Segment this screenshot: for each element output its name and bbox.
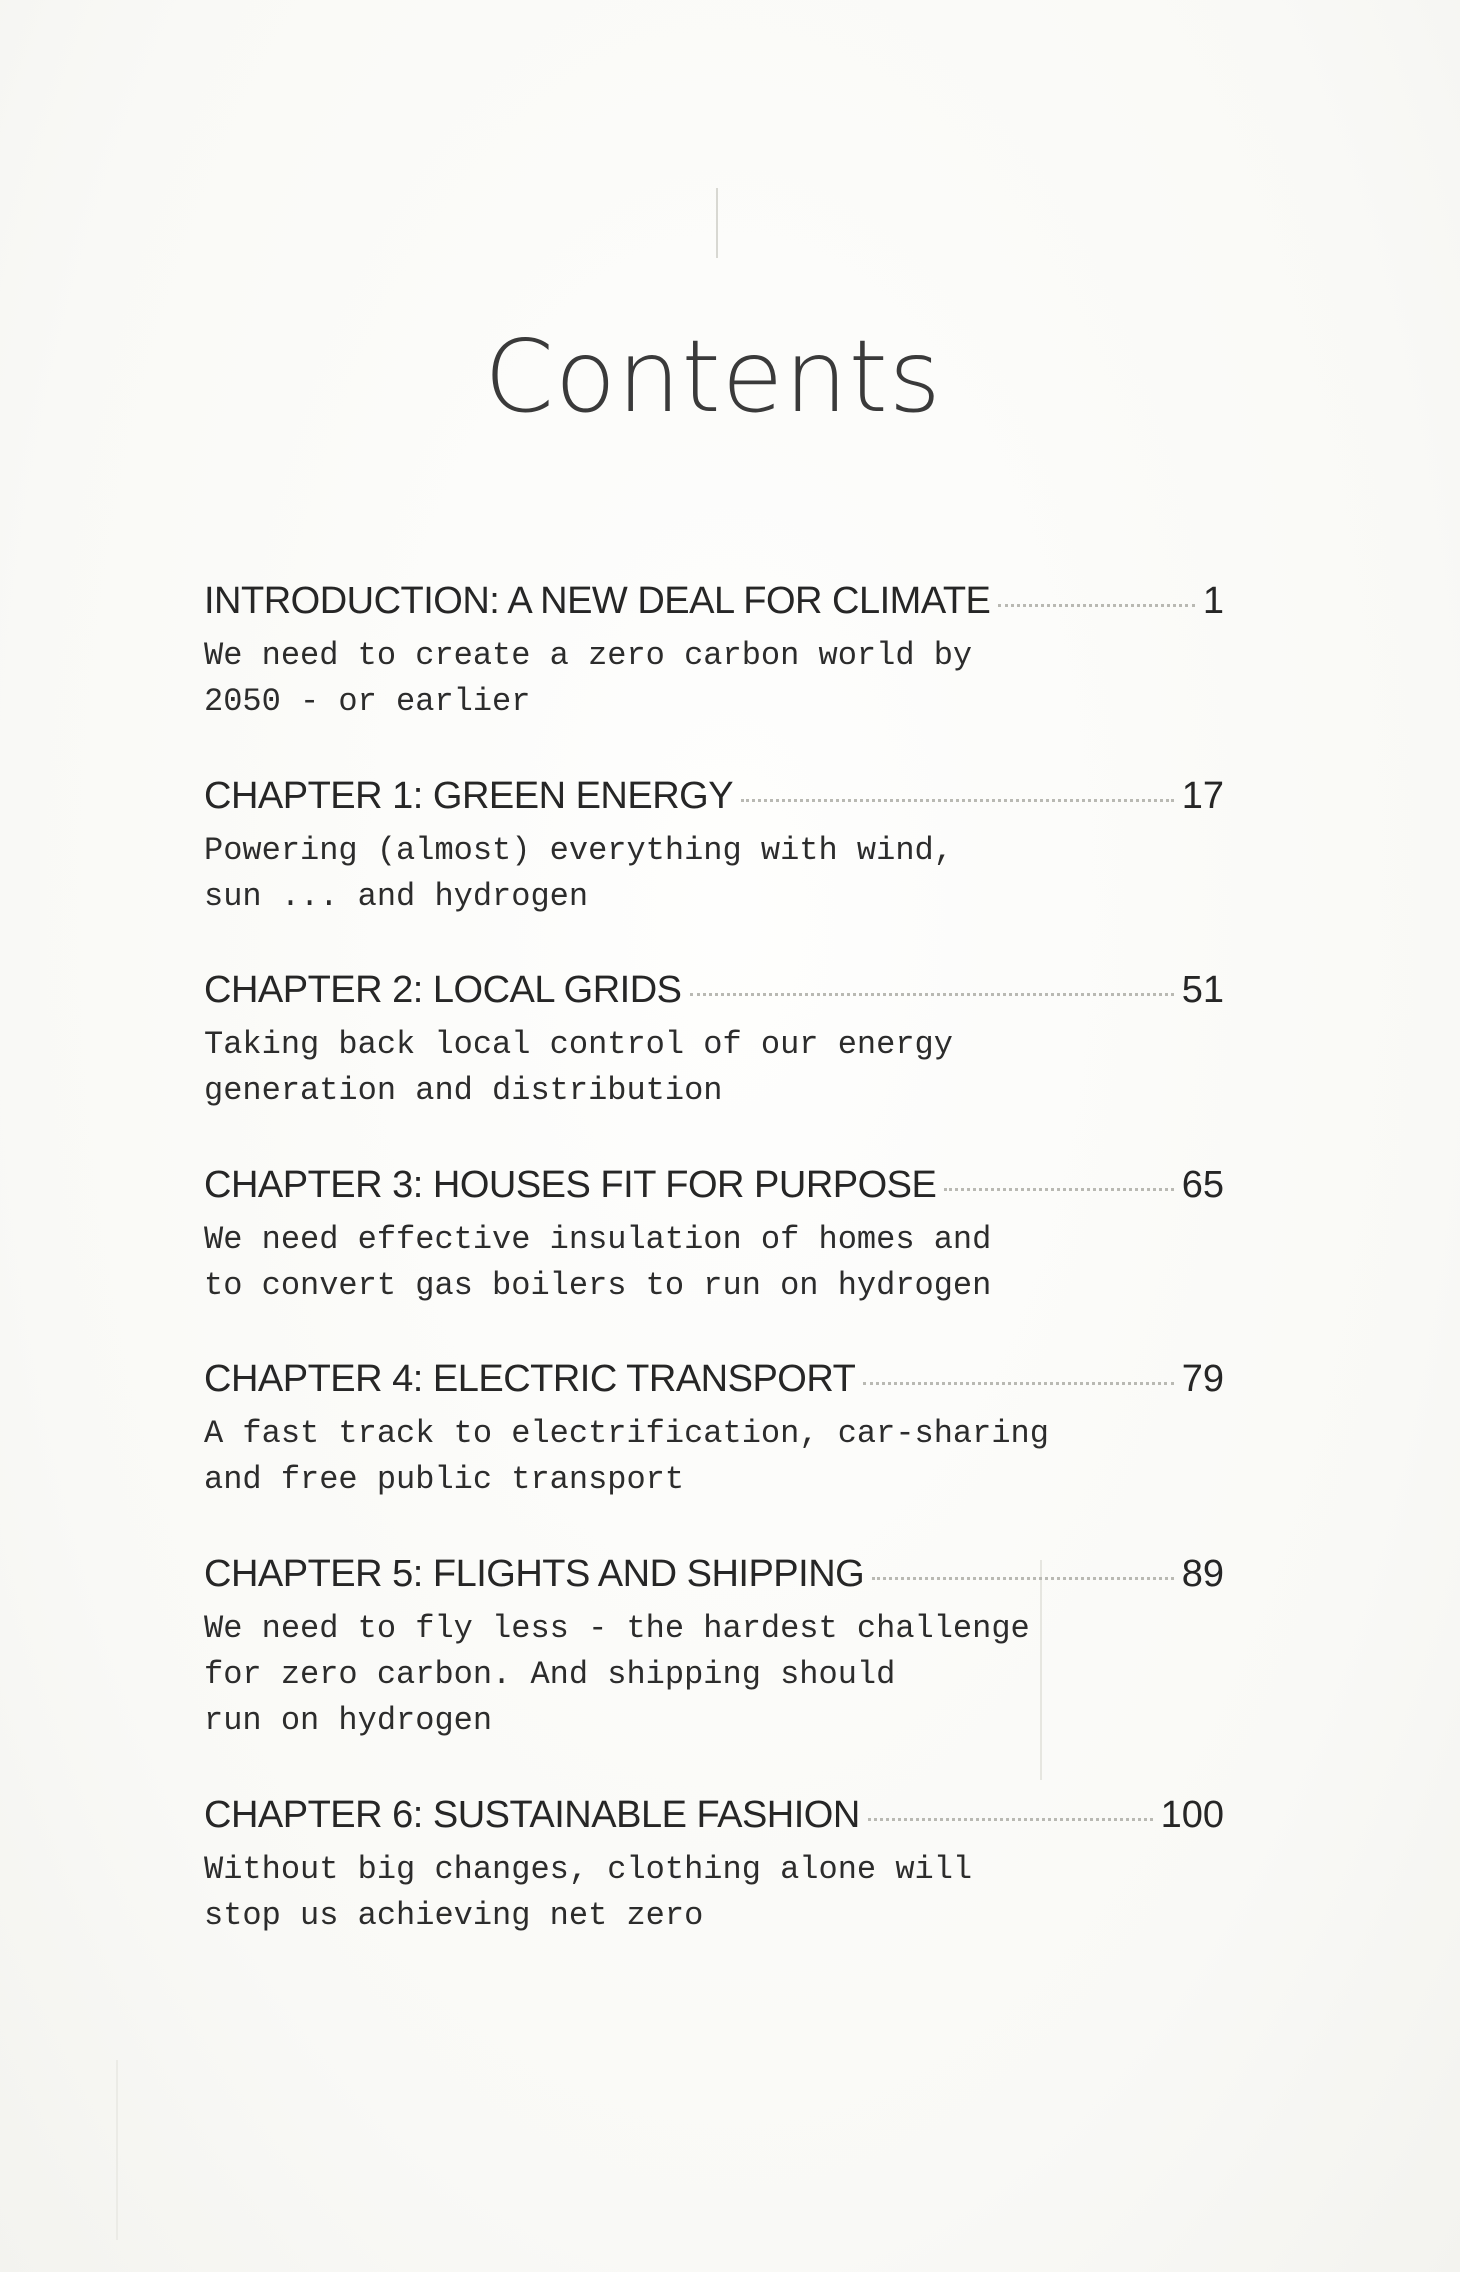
toc-heading: CHAPTER 1: GREEN ENERGY	[204, 775, 734, 817]
toc-heading: CHAPTER 4: ELECTRIC TRANSPORT	[204, 1358, 856, 1400]
toc-page-number: 51	[1181, 969, 1224, 1011]
toc-entry-chapter-5	[204, 1553, 1224, 1744]
toc-heading: CHAPTER 6: SUSTAINABLE FASHION	[204, 1794, 860, 1836]
dot-leader	[868, 1817, 1153, 1821]
scan-artifact-mark	[716, 188, 718, 258]
toc-entry-chapter-1	[204, 775, 1224, 920]
dot-leader	[690, 992, 1174, 996]
description-line: Powering (almost) everything with wind,	[204, 832, 953, 869]
toc-entry-introduction	[204, 580, 1224, 725]
toc-heading-row	[204, 775, 1224, 818]
toc-description	[204, 1606, 1124, 1744]
page-title: Contents	[484, 318, 942, 435]
toc-description	[204, 1217, 1124, 1309]
dot-leader	[863, 1381, 1173, 1385]
toc-description	[204, 828, 1124, 920]
toc-entry-chapter-6	[204, 1794, 1224, 1939]
toc-heading: CHAPTER 3: HOUSES FIT FOR PURPOSE	[204, 1164, 937, 1206]
toc-description	[204, 1411, 1124, 1503]
description-line: run on hydrogen	[204, 1702, 493, 1739]
toc-heading-row	[204, 1794, 1224, 1837]
toc-heading: CHAPTER 2: LOCAL GRIDS	[204, 969, 682, 1011]
description-line: to convert gas boilers to run on hydrogen	[204, 1267, 992, 1304]
toc-page-number: 100	[1160, 1794, 1224, 1836]
toc-heading-row	[204, 580, 1224, 623]
toc-heading-row	[204, 1553, 1224, 1596]
description-line: We need effective insulation of homes and	[204, 1221, 992, 1258]
toc-page-number: 65	[1181, 1164, 1224, 1206]
description-line: We need to create a zero carbon world by	[204, 637, 973, 674]
toc-heading: CHAPTER 5: FLIGHTS AND SHIPPING	[204, 1553, 865, 1595]
description-line: Taking back local control of our energy	[204, 1026, 953, 1063]
description-line: 2050 - or earlier	[204, 683, 531, 720]
description-line: Without big changes, clothing alone will	[204, 1851, 973, 1888]
toc-page-number: 89	[1181, 1553, 1224, 1595]
description-line: A fast track to electrification, car-sharing	[204, 1415, 1049, 1452]
toc-description	[204, 1847, 1124, 1939]
description-line: and free public transport	[204, 1461, 685, 1498]
description-line: sun ... and hydrogen	[204, 878, 589, 915]
description-line: stop us achieving net zero	[204, 1897, 704, 1934]
scan-artifact-mark	[116, 2060, 118, 2240]
toc-entry-chapter-3	[204, 1164, 1224, 1309]
dot-leader	[872, 1576, 1174, 1580]
toc-entry-chapter-2	[204, 969, 1224, 1114]
dot-leader	[944, 1187, 1173, 1191]
toc-page-number: 79	[1181, 1358, 1224, 1400]
toc-heading-row	[204, 1164, 1224, 1207]
toc-page-number: 17	[1181, 775, 1224, 817]
toc-description	[204, 633, 1124, 725]
description-line: generation and distribution	[204, 1072, 723, 1109]
toc-heading-row	[204, 1358, 1224, 1401]
toc-page-number: 1	[1202, 580, 1224, 622]
description-line: We need to fly less - the hardest challenge	[204, 1610, 1030, 1647]
toc-entry-chapter-4	[204, 1358, 1224, 1503]
dot-leader	[741, 798, 1174, 802]
dot-leader	[998, 603, 1194, 607]
description-line: for zero carbon. And shipping should	[204, 1656, 896, 1693]
toc-heading-row	[204, 969, 1224, 1012]
toc-description	[204, 1022, 1124, 1114]
toc-heading: INTRODUCTION: A NEW DEAL FOR CLIMATE	[204, 580, 991, 622]
